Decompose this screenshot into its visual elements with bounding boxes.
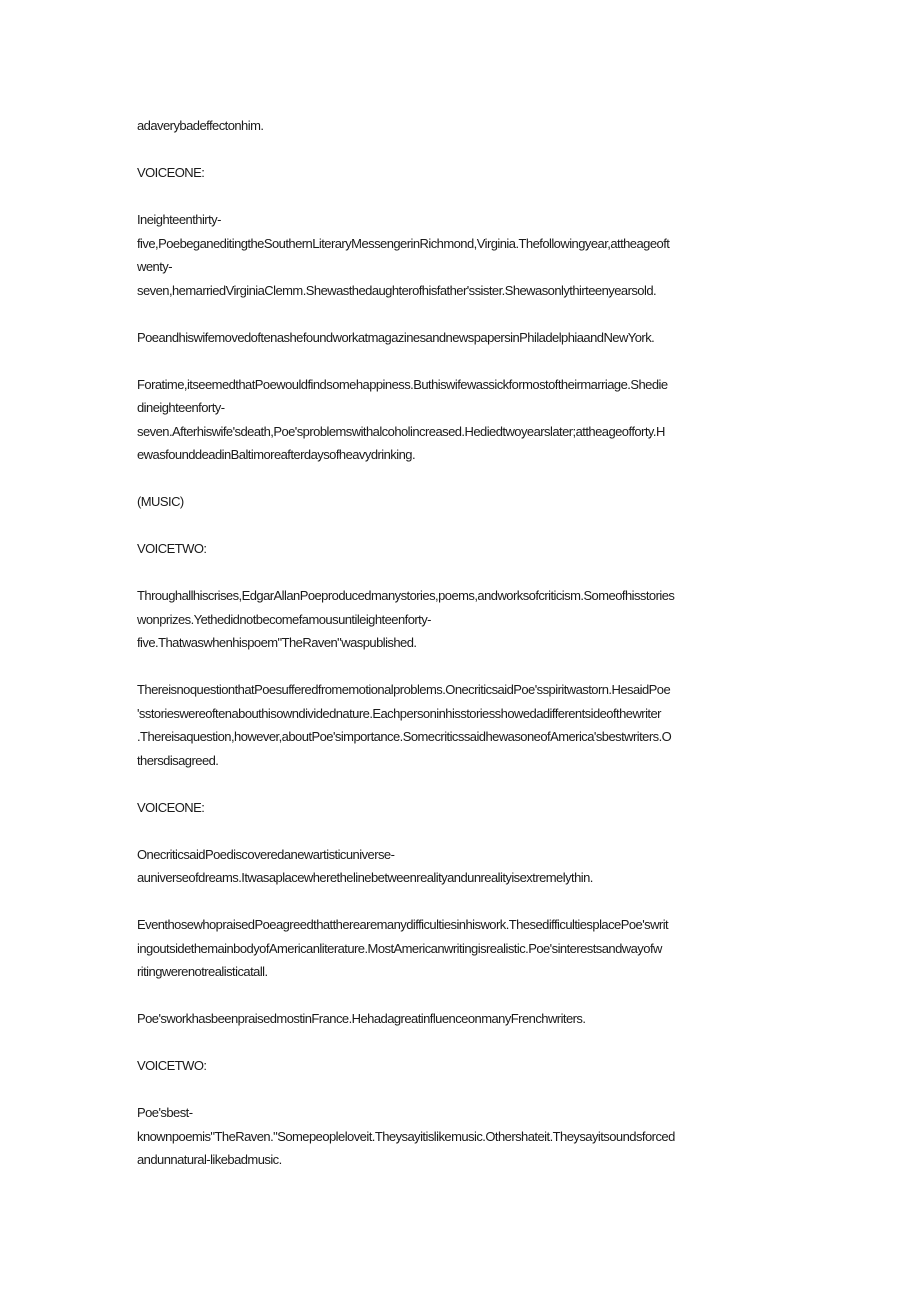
paragraph-7 <box>137 584 785 655</box>
text-line: (MUSIC) <box>137 494 184 509</box>
paragraph-12 <box>137 1007 785 1031</box>
text-line: ingoutsidethemainbodyofAmericanliterature.MostAmericanwritingisrealistic.Poe'sinterestsandwayofw <box>137 940 662 956</box>
text-line: Ineighteenthirty- <box>137 212 221 227</box>
text-line: andunnatural-likebadmusic. <box>137 1152 282 1167</box>
paragraph-8 <box>137 678 785 772</box>
text-line: Poe'sbest- <box>137 1105 193 1120</box>
text-line: wenty- <box>137 259 172 274</box>
text-line: Foratime,itseemedthatPoewouldfindsomehappiness.Buthiswifewassickformostoftheirmarriage.Shedie <box>137 376 668 392</box>
text-line: Throughallhiscrises,EdgarAllanPoeproducedmanystories,poems,andworksofcriticism.Someofhisstories <box>137 588 675 603</box>
paragraph-0 <box>137 114 785 138</box>
document-body <box>137 114 785 1195</box>
text-line: PoeandhiswifemovedoftenashefoundworkatmagazinesandnewspapersinPhiladelphiaandNewYork. <box>137 329 655 345</box>
text-line: five,PoebeganeditingtheSouthernLiteraryMessengerinRichmond,Virginia.Thefollowingyear,attheageoft <box>137 235 670 251</box>
text-line: knownpoemis"TheRaven."Somepeopleloveit.Theysayitislikemusic.Othershateit.Theysayitsoundsforced <box>137 1128 675 1144</box>
text-line: five.Thatwaswhenhispoem"TheRaven"waspublished. <box>137 635 417 650</box>
paragraph-14 <box>137 1101 785 1172</box>
text-line: OnecriticsaidPoediscoveredanewartisticuniverse- <box>137 846 395 862</box>
paragraph-2 <box>137 208 785 302</box>
text-line: seven,hemarriedVirginiaClemm.Shewasthedaughterofhisfather'ssister.Shewasonlythirteenyearsold. <box>137 282 657 298</box>
text-line: auniverseofdreams.Itwasaplacewherethelinebetweenrealityandunrealityisextremelythin. <box>137 870 593 885</box>
text-line: 'sstorieswereoftenabouthisowndividednature.Eachpersoninhisstoriesshowedadifferentsideofthewriter <box>137 705 661 721</box>
text-line: VOICEONE: <box>137 799 205 815</box>
paragraph-10 <box>137 843 785 890</box>
speaker-label <box>137 537 785 561</box>
speaker-label <box>137 161 785 185</box>
paragraph-11 <box>137 913 785 984</box>
paragraph-4 <box>137 373 785 467</box>
text-line: ritingwerenotrealisticatall. <box>137 964 268 979</box>
speaker-label <box>137 1054 785 1078</box>
text-line: VOICEONE: <box>137 165 205 180</box>
text-line: dineighteenforty- <box>137 400 225 415</box>
music-cue <box>137 490 785 514</box>
text-line: thersdisagreed. <box>137 752 219 768</box>
text-line: adaverybadeffectonhim. <box>137 118 264 133</box>
text-line: VOICETWO: <box>137 541 207 556</box>
text-line: EventhosewhopraisedPoeagreedthattherearemanydifficultiesinhiswork.ThesedifficultiesplacePoe'swrit <box>137 917 669 932</box>
text-line: ewasfounddeadinBaltimoreafterdaysofheavydrinking. <box>137 447 416 462</box>
text-line: wonprizes.Yethedidnotbecomefamousuntileighteenforty- <box>137 611 431 627</box>
text-line: .Thereisaquestion,however,aboutPoe'simportance.SomecriticssaidhewasoneofAmerica'sbestwriters.O <box>137 729 672 744</box>
text-line: seven.Afterhiswife'sdeath,Poe'sproblemswithalcoholincreased.Hediedtwoyearslater;attheageofforty.H <box>137 423 665 439</box>
text-line: VOICETWO: <box>137 1058 207 1073</box>
speaker-label <box>137 796 785 820</box>
text-line: ThereisnoquestionthatPoesufferedfromemotionalproblems.OnecriticsaidPoe'sspiritwastorn.HesaidPoe <box>137 682 671 697</box>
paragraph-3 <box>137 326 785 350</box>
text-line: Poe'sworkhasbeenpraisedmostinFrance.HehadagreatinfluenceonmanyFrenchwriters. <box>137 1011 586 1026</box>
